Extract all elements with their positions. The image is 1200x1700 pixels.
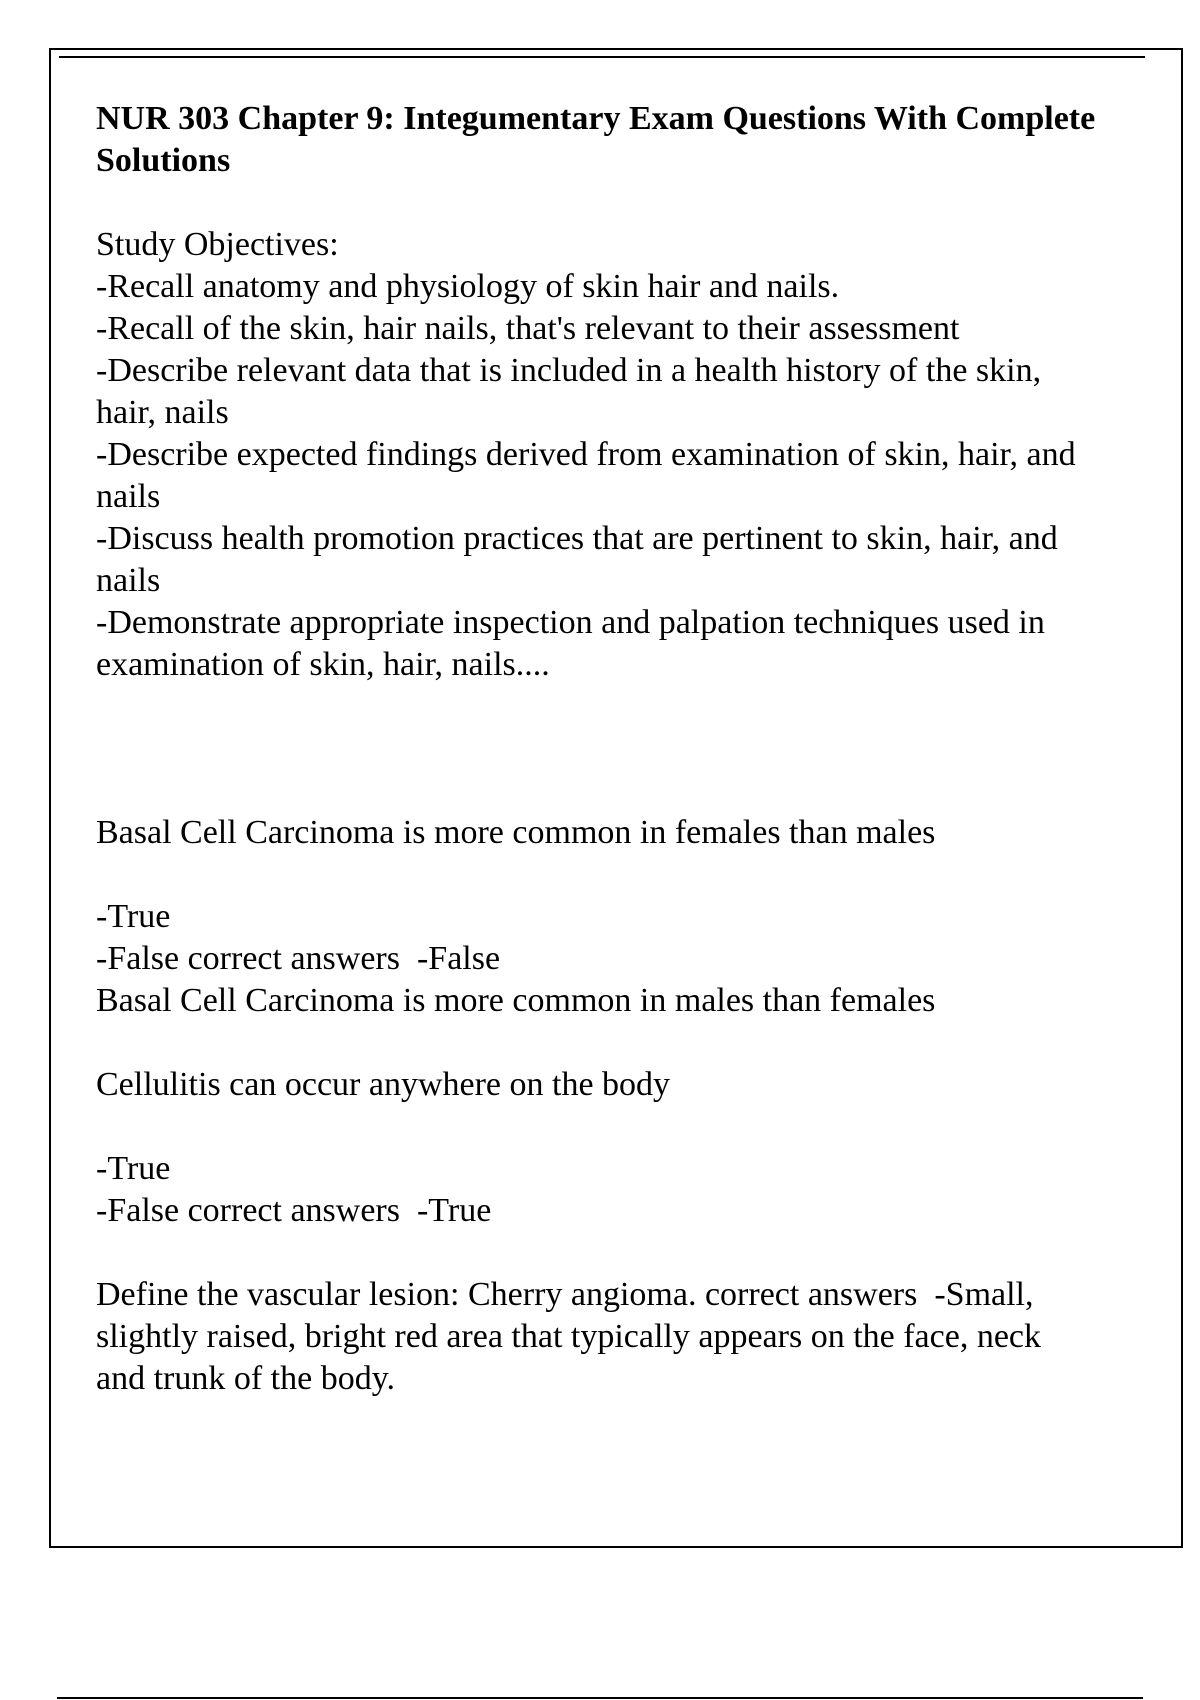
spacer xyxy=(96,1106,1096,1148)
spacer xyxy=(96,182,1096,224)
objective-item: -Recall of the skin, hair nails, that's relevant to their assessment xyxy=(96,310,960,347)
spacer xyxy=(96,854,1096,896)
spacer xyxy=(96,686,1096,812)
spacer xyxy=(96,1022,1096,1064)
option-false-answer: -False correct answers -True xyxy=(96,1192,492,1229)
objective-item: -Recall anatomy and physiology of skin hair and nails. xyxy=(96,268,840,305)
objective-item: -Demonstrate appropriate inspection and palpation techniques used in examination of skin, hair, nails.... xyxy=(96,604,1054,683)
document-title: NUR 303 Chapter 9: Integumentary Exam Questions With Complete Solutions xyxy=(96,100,1096,179)
spacer xyxy=(96,1232,1096,1274)
question-text: Basal Cell Carcinoma is more common in females than males xyxy=(96,814,936,851)
objective-item: -Discuss health promotion practices that are pertinent to skin, hair, and nails xyxy=(96,520,1067,599)
document-body xyxy=(96,98,1096,1400)
option-true: -True xyxy=(96,1150,171,1187)
objective-item: -Describe expected findings derived from examination of skin, hair, and nails xyxy=(96,436,1085,515)
question-text: Cellulitis can occur anywhere on the body xyxy=(96,1066,671,1103)
question-answer-text: Define the vascular lesion: Cherry angioma. correct answers -Small, slightly raised, bright red area that typically appears on the face, neck and trunk of the body. xyxy=(96,1276,1050,1397)
top-rule xyxy=(59,56,1145,58)
bottom-rule xyxy=(57,1697,1143,1699)
answer-explanation: Basal Cell Carcinoma is more common in males than females xyxy=(96,982,936,1019)
option-true: -True xyxy=(96,898,171,935)
objectives-heading: Study Objectives: xyxy=(96,226,339,263)
objective-item: -Describe relevant data that is included in a health history of the skin, hair, nails xyxy=(96,352,1050,431)
option-false-answer: -False correct answers -False xyxy=(96,940,501,977)
